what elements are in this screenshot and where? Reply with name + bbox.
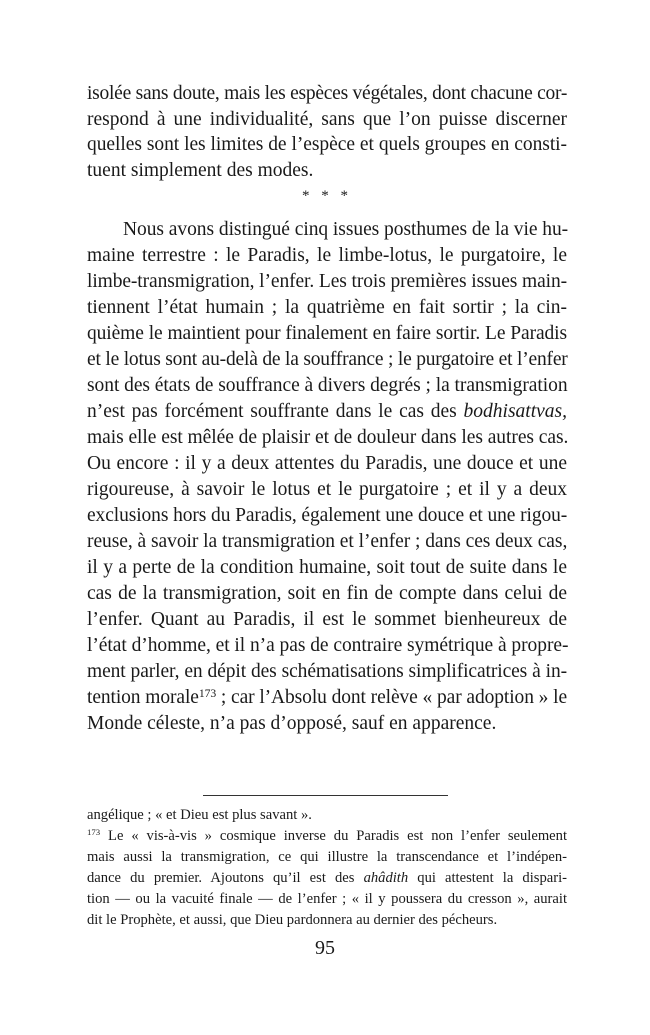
text-line: tiennent l’état humain ; la quatrième en fait sortir ; la cin- xyxy=(87,297,567,318)
text-line: ment parler, en dépit des schématisations simplificatrices à in- xyxy=(87,661,567,682)
text-segment: tention morale xyxy=(87,687,199,708)
text-line: cas de la transmigration, soit en fin de compte dans celui de xyxy=(87,583,567,604)
text-line: rigoureuse, à savoir le lotus et le purgatoire ; et il y a deux xyxy=(87,479,567,500)
text-line: l’état d’homme, et il n’a pas de contraire symétrique à propre- xyxy=(87,635,569,656)
text-line: tuent simplement des modes. xyxy=(87,159,314,181)
footnote-line: tion — ou la vacuité finale — de l’enfer ; « il y poussera du cresson », aurait xyxy=(87,891,567,907)
text-line: sont des états de souffrance à divers degrés ; la transmigration xyxy=(87,375,568,396)
text-line: reuse, à savoir la transmigration et l’enfer ; dans ces deux cas, xyxy=(87,531,568,552)
section-separator: * * * xyxy=(302,188,352,204)
text-line: maine terrestre : le Paradis, le limbe-lotus, le purgatoire, le xyxy=(87,245,567,266)
text-line: il y a perte de la condition humaine, soit tout de suite dans le xyxy=(87,557,567,578)
footnote-line: mais aussi la transmigration, ce qui illustre la transcendance et l’indépen- xyxy=(87,849,567,865)
italic-term: bodhisattvas, xyxy=(463,401,567,422)
text-line: Nous avons distingué cinq issues posthumes de la vie hu- xyxy=(123,219,569,240)
page-number: 95 xyxy=(315,937,335,959)
footnote-separator xyxy=(203,795,448,796)
text-line: Ou encore : il y a deux attentes du Paradis, une douce et une xyxy=(87,453,567,474)
text-segment: n’est pas forcément souffrante dans le cas des xyxy=(87,401,464,422)
text-line: l’enfer. Quant au Paradis, il est le sommet bienheureux de xyxy=(87,609,567,630)
text-segment: qui attestent la dispari- xyxy=(408,870,567,886)
footnote-line: dit le Prophète, et aussi, que Dieu pardonnera au dernier des pécheurs. xyxy=(87,912,498,928)
text-line: quelles sont les limites de l’espèce et quels groupes en consti- xyxy=(87,134,567,155)
italic-term: ahâdith xyxy=(363,870,409,886)
text-segment: ; car l’Absolu dont relève « par adoption » le xyxy=(216,687,568,708)
text-segment: dance du premier. Ajoutons qu’il est des xyxy=(87,870,364,886)
text-segment: Le « vis-à-vis » cosmique inverse du Paradis est non l’enfer seulement xyxy=(100,828,567,844)
footnote-line xyxy=(87,868,567,888)
text-line: quième le maintient pour finalement en faire sortir. Le Paradis xyxy=(87,323,567,344)
text-line: respond à une individualité, sans que l’on puisse discerner xyxy=(87,108,567,130)
text-line xyxy=(87,400,567,424)
text-line: Monde céleste, n’a pas d’opposé, sauf en apparence. xyxy=(87,713,497,734)
footnote-line: angélique ; « et Dieu est plus savant ». xyxy=(87,807,312,823)
text-line xyxy=(87,686,567,710)
text-line: exclusions hors du Paradis, également une douce et une rigou- xyxy=(87,505,568,526)
text-line: limbe-transmigration, l’enfer. Les trois premières issues main- xyxy=(87,271,567,292)
text-line: isolée sans doute, mais les espèces végétales, dont chacune cor- xyxy=(87,83,568,104)
text-line: mais elle est mêlée de plaisir et de douleur dans les autres cas. xyxy=(87,427,569,448)
footnote-number: 173 xyxy=(87,827,101,838)
footnote-line xyxy=(87,826,567,846)
footnote-reference[interactable]: 173 xyxy=(198,686,217,700)
text-line: et le lotus sont au-delà de la souffrance ; le purgatoire et l’enfer xyxy=(87,349,568,370)
